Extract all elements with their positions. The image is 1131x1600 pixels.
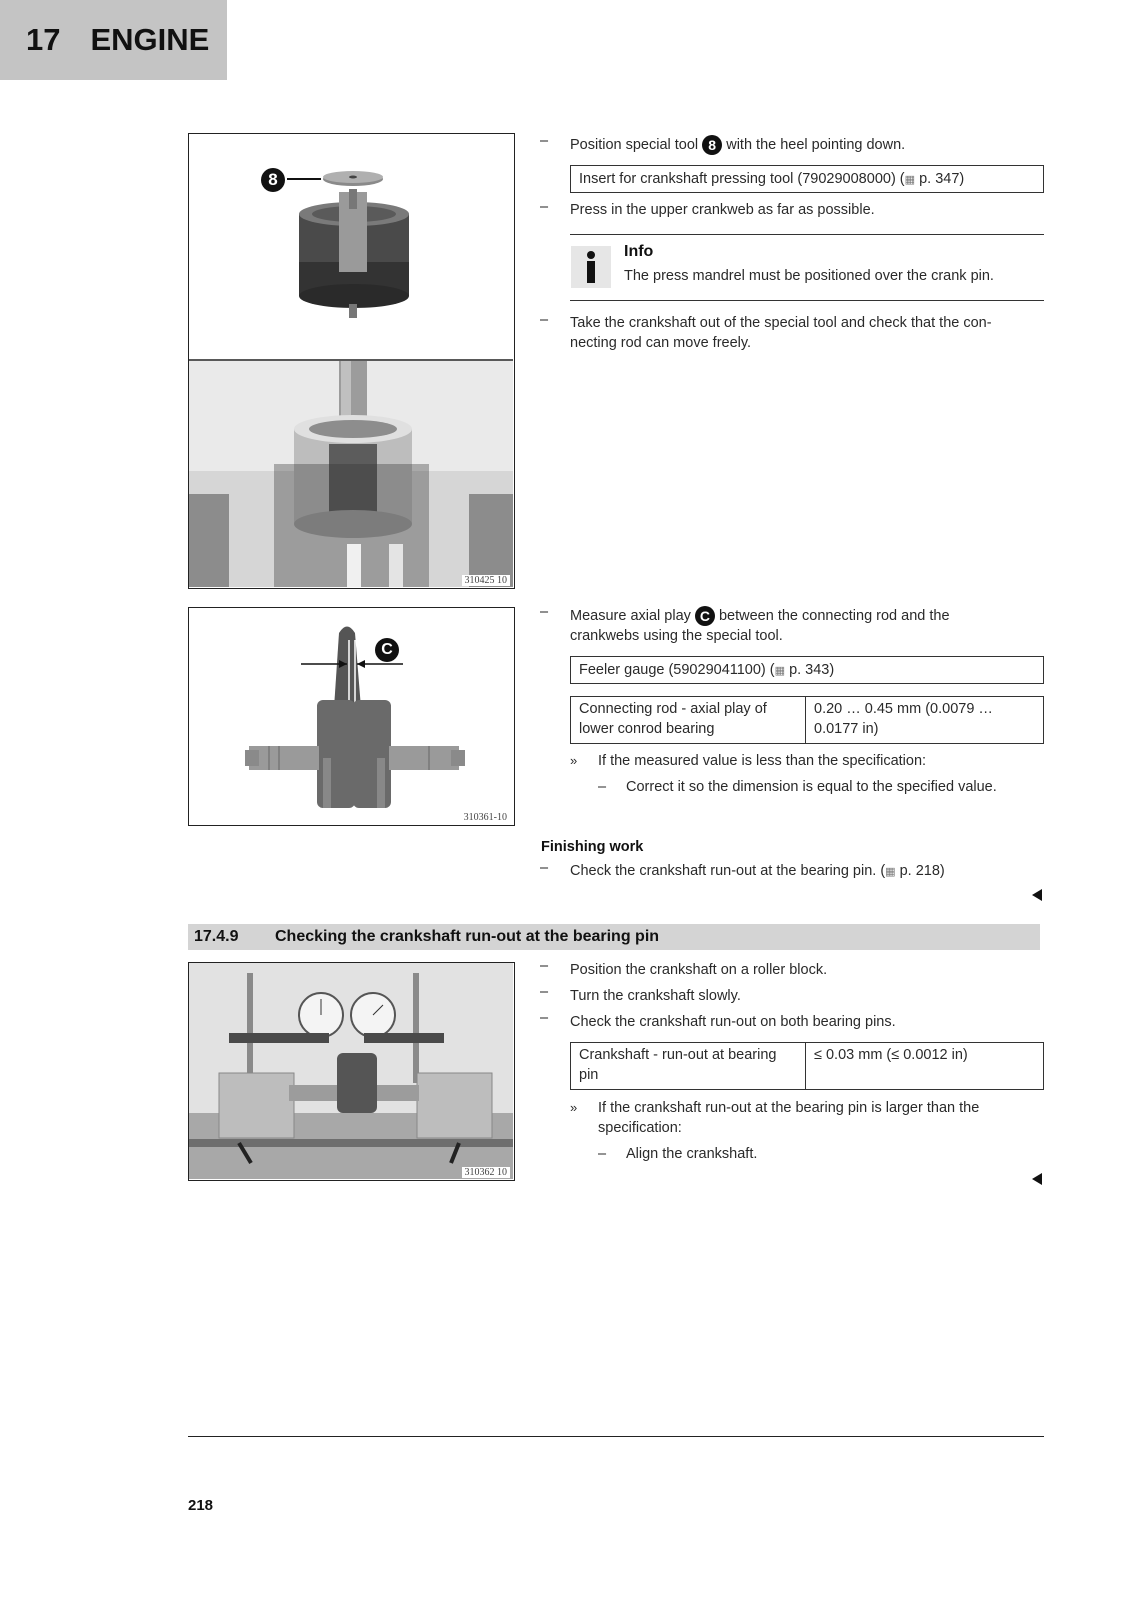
section-title: Checking the crankshaft run-out at the bearing pin	[275, 928, 660, 945]
special-tool-box: Insert for crankshaft pressing tool (79029008000) (▦ p. 347)	[570, 165, 1044, 193]
figure-code: 310362 10	[462, 1167, 511, 1178]
action-text: Correct it so the dimension is equal to the specified value.	[626, 779, 997, 795]
spec-label: Crankshaft - run-out at bearing pin	[571, 1043, 806, 1089]
step-dash: –	[540, 1010, 549, 1026]
book-icon: ▦	[774, 665, 786, 677]
figure-axial-play	[188, 607, 515, 826]
runout-photo	[189, 963, 513, 1179]
sub-dash: –	[598, 1146, 607, 1162]
step-dash: –	[540, 199, 549, 215]
end-marker	[1032, 1173, 1042, 1185]
step-dash: –	[540, 984, 549, 1000]
figure-code: 310425 10	[462, 575, 511, 586]
step-dash: –	[540, 860, 549, 876]
step-position-tool: Position special tool 8 with the heel pointing down.	[570, 137, 906, 154]
step-dash: –	[540, 958, 549, 974]
spec-label: Connecting rod - axial play of lower conrod bearing	[571, 697, 806, 743]
step-press-crankweb: Press in the upper crankweb as far as possible.	[570, 202, 875, 218]
section-heading	[188, 924, 1040, 950]
callout-badge-8: 8	[702, 135, 722, 155]
book-icon: ▦	[904, 174, 916, 186]
feeler-gauge-box: Feeler gauge (59029041100) (▦ p. 343)	[570, 656, 1044, 684]
page-link[interactable]: p. 347)	[919, 171, 965, 187]
spec-value: ≤ 0.03 mm (≤ 0.0012 in)	[814, 1047, 968, 1063]
finishing-work-title: Finishing work	[541, 839, 644, 855]
section-step-1: Position the crankshaft on a roller block.	[570, 962, 828, 978]
footer-rule	[188, 1436, 1044, 1437]
figure-callout-8: 8	[261, 168, 285, 192]
section-step-3: Check the crankshaft run-out on both bearing pins.	[570, 1014, 896, 1030]
figure-press-tool	[188, 133, 515, 589]
sub-dash: –	[598, 779, 607, 795]
info-text: The press mandrel must be positioned over the crank pin.	[624, 268, 994, 284]
info-top-rule	[570, 234, 1044, 235]
callout-badge-c: C	[695, 606, 715, 626]
chapter-title: ENGINE	[90, 22, 210, 57]
chapter-header	[0, 0, 227, 80]
step-dash: –	[540, 604, 549, 620]
result-marker: »	[570, 753, 578, 768]
page-number: 218	[188, 1497, 214, 1514]
page-link[interactable]: p. 343)	[789, 662, 835, 678]
crankshaft-illustration	[189, 608, 513, 824]
section-step-2: Turn the crankshaft slowly.	[570, 988, 741, 1004]
runout-condition: If the crankshaft run-out at the bearing pin is larger than the specification:	[598, 1100, 980, 1136]
info-bottom-rule	[570, 300, 1044, 301]
end-marker	[1032, 889, 1042, 901]
spec-table-axial-play	[570, 696, 1044, 744]
chapter-number: 17	[26, 22, 61, 57]
section-number: 17.4.9	[194, 928, 239, 945]
page-link[interactable]: p. 218)	[899, 863, 945, 879]
step-remove-crankshaft: Take the crankshaft out of the special tool and check that the con- necting rod can move freely.	[570, 315, 992, 351]
info-title: Info	[624, 243, 654, 260]
align-crankshaft-action: Align the crankshaft.	[626, 1146, 758, 1162]
step-measure-axial-play: Measure axial play C between the connecting rod and the crankwebs using the special tool.	[570, 608, 950, 645]
figure-runout-check	[188, 962, 515, 1181]
press-tool-illustration	[189, 134, 513, 587]
spec-value: 0.20 … 0.45 mm (0.0079 … 0.0177 in)	[814, 701, 993, 737]
figure-callout-c: C	[375, 638, 399, 662]
condition-text: If the measured value is less than the specification:	[598, 753, 927, 769]
step-dash: –	[540, 133, 549, 149]
step-dash: –	[540, 312, 549, 328]
book-icon: ▦	[885, 866, 896, 878]
info-icon	[571, 246, 611, 288]
spec-table-runout	[570, 1042, 1044, 1090]
figure-code: 310361-10	[461, 812, 510, 823]
finishing-step: Check the crankshaft run-out at the bearing pin. (▦ p. 218)	[570, 863, 945, 879]
result-marker: »	[570, 1100, 578, 1115]
